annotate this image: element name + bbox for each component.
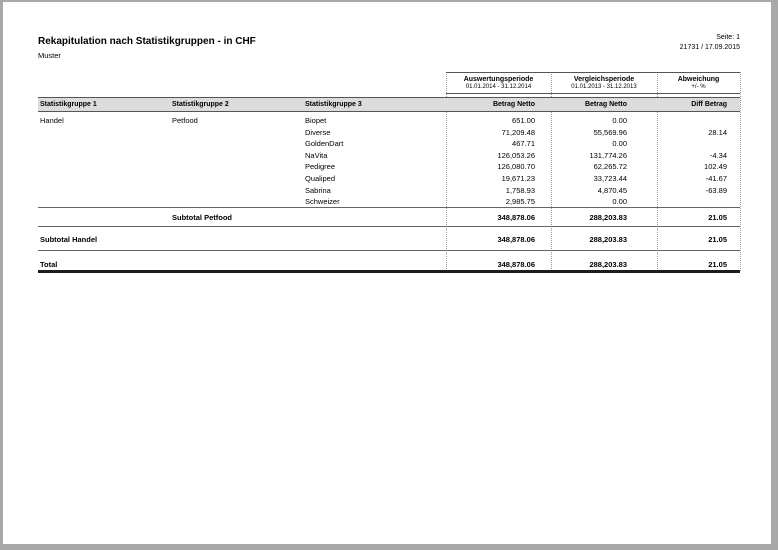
cell-vergleich-netto: 288,203.83 [589,260,627,269]
cell-betrag-netto: 651.00 [512,116,535,125]
report-subtitle: Muster [38,51,61,60]
cell-vergleich-netto: 62,265.72 [593,162,627,171]
column-separator [740,72,741,271]
cell-vergleich-netto: 55,569.96 [593,128,627,137]
cell-statistikgruppe3: Biopet [305,116,327,125]
cell-vergleich-netto: 0.00 [612,116,627,125]
cell-statistikgruppe3: GoldenDart [305,139,344,148]
subtotal-label: Subtotal Handel [40,235,98,244]
cell-diff-betrag: -63.89 [705,186,727,195]
page-number: Seite: 1 [716,34,740,41]
cell-statistikgruppe2: Petfood [172,116,198,125]
row-separator [38,207,740,208]
period-header-auswertungsperiode [446,72,551,94]
cell-betrag-netto: 126,080.70 [497,162,535,171]
column-header-betrag-netto-1: Betrag Netto [492,101,535,108]
period-header-abweichung [657,72,740,94]
column-header-statistikgruppe1: Statistikgruppe 1 [40,101,97,108]
column-header-statistikgruppe2: Statistikgruppe 2 [172,101,229,108]
period-range: 01.01.2014 - 31.12.2014 [465,83,532,90]
cell-betrag-netto: 467.71 [512,139,535,148]
report-page [3,2,771,544]
cell-diff-betrag: -4.34 [709,151,727,160]
table-bottom-rule [38,270,740,273]
page-info [680,33,740,52]
report-table [38,72,740,276]
cell-vergleich-netto: 0.00 [612,139,627,148]
column-header-statistikgruppe3: Statistikgruppe 3 [305,101,362,108]
cell-betrag-netto: 348,878.06 [497,260,535,269]
row-separator [38,250,740,251]
cell-betrag-netto: 348,878.06 [497,235,535,244]
period-title: Vergleichsperiode [573,75,635,83]
cell-statistikgruppe3: Pedigree [305,162,336,171]
cell-vergleich-netto: 131,774.26 [589,151,627,160]
cell-betrag-netto: 1,758.93 [505,186,535,195]
cell-statistikgruppe3: Qualiped [305,174,336,183]
doc-reference: 21731 / 17.09.2015 [679,43,740,51]
table-row [38,138,740,150]
column-header-betrag-netto-2: Betrag Netto [584,101,627,108]
cell-diff-betrag: 21.05 [708,235,727,244]
column-header-row [38,97,740,112]
cell-statistikgruppe3: Schweizer [305,197,340,206]
table-row [38,173,740,185]
cell-betrag-netto: 348,878.06 [497,213,535,222]
period-title: Auswertungsperiode [463,75,534,83]
cell-diff-betrag: -41.67 [705,174,727,183]
cell-betrag-netto: 2,985.75 [505,197,535,206]
row-separator [38,226,740,227]
cell-statistikgruppe1: Handel [40,116,64,125]
cell-diff-betrag: 102.49 [704,162,727,171]
cell-vergleich-netto: 288,203.83 [589,235,627,244]
subtotal-handel-row [38,234,740,246]
period-range: +/- % [691,83,706,90]
report-title: Rekapitulation nach Statistikgruppen - in CHF [38,36,256,47]
table-row [38,161,740,173]
total-label: Total [40,260,58,269]
period-header-vergleichsperiode [551,72,657,94]
cell-diff-betrag: 21.05 [708,213,727,222]
period-title: Abweichung [677,75,720,83]
cell-vergleich-netto: 288,203.83 [589,213,627,222]
period-range: 01.01.2013 - 31.12.2013 [571,83,637,90]
cell-betrag-netto: 71,209.48 [501,128,535,137]
cell-vergleich-netto: 0.00 [612,197,627,206]
cell-vergleich-netto: 33,723.44 [593,174,627,183]
cell-statistikgruppe3: Diverse [305,128,331,137]
cell-vergleich-netto: 4,870.45 [597,186,627,195]
cell-betrag-netto: 126,053.26 [497,151,535,160]
subtotal-petfood-row [38,212,740,224]
table-row [38,115,740,127]
cell-diff-betrag: 28.14 [708,128,727,137]
column-header-diff-betrag: Diff Betrag [691,101,727,108]
subtotal-label: Subtotal Petfood [172,213,232,222]
cell-betrag-netto: 19,671.23 [501,174,535,183]
cell-statistikgruppe3: Sabrina [305,186,331,195]
cell-diff-betrag: 21.05 [708,260,727,269]
cell-statistikgruppe3: NaVita [305,151,328,160]
